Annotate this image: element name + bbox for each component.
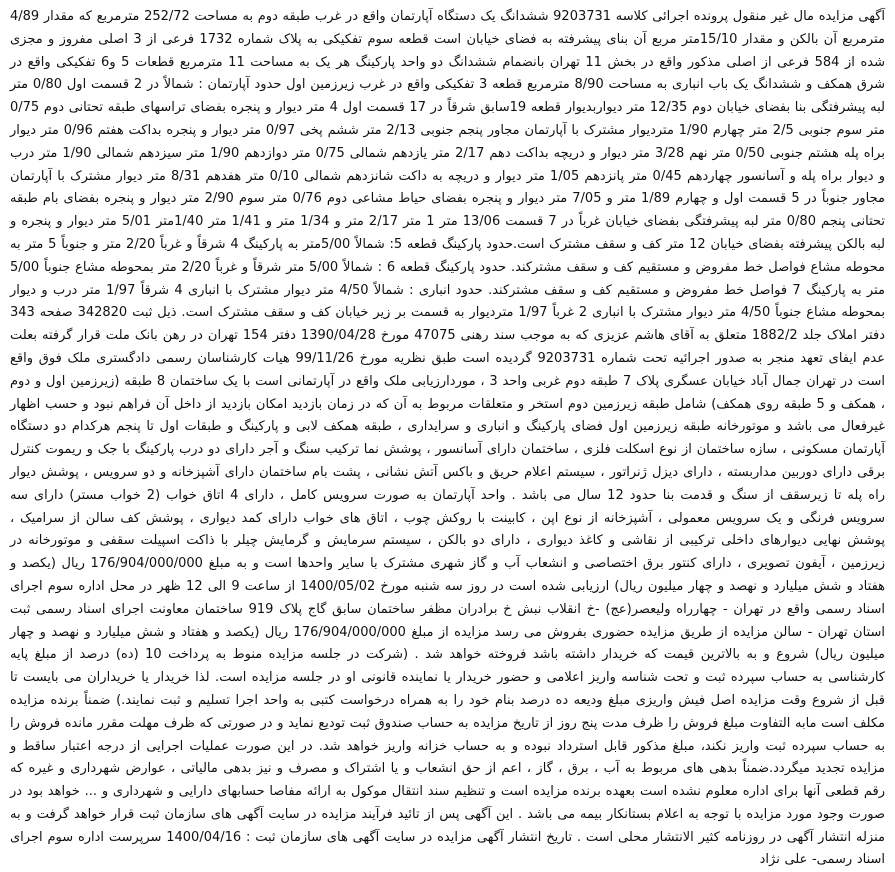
auction-notice-text: آگهی مزایده مال غیر منقول پرونده اجرائی کلاسه 9203731 ششدانگ یک دستگاه آپارتمان واقع در غرب طبقه دوم به مساحت 252/72 مترمربع که مقدار 4/89 مترمربع آن بالکن و مقدار 15/10متر مربع آن بنای پیشرفته به فضای خیابان است قطعه سوم تفکیکی به پلاک شماره 1732 فرعی از 3 اصلی مفروز و مجزی شده از 584 فرعی از اصلی مذکور واقع در بخش 11 تهران بانضمام ششدانگ دو واحد پارکینگ هر یک به مساحت 11 مترمربع قطعات 5 و6 تفکیکی واقع در شرق همکف و ششدانگ یک باب انباری به مساحت 8/90 مترمربع قطعه 3 تفکیکی واقع در غرب زیرزمین اول حدود آپارتمان : شمالاً در 2 قسمت اول 0/80 متر لبه پیشرفتگی بنا بفضای خیابان دوم 12/35 متر دیواربدیوار قطعه 19سابق شرقاً در 17 قسمت اول 4 متر دیوار و پنجره بفضای تراسهای طبقه تحتانی دوم 0/75 متر سوم جنوبی 2/5 متر چهارم 1/90 متردیوار مشترک با آپارتمان مجاور پنجم جنوبی 2/13 متر ششم پخی 0/97 متر دیوار و پنجره بداکت هفتم 0/96 متر دیوار براه پله هشتم جنوبی 0/50 متر نهم 3/28 متر دیوار و دریچه بداکت دهم 2/17 متر یازدهم شمالی 0/75 متر دوازدهم 1/90 متر سیزدهم شمالی 1/90 متر درب و دیوار براه پله و آسانسور چهاردهم 0/45 متر پانزدهم 1/05 متر دیوار و دریچه به داکت شانزدهم شمالی 0/10 متر هفدهم 8/31 متر دیوار مشترک با آپارتمان مجاور جنوباً در 5 قسمت اول و چهارم 1/89 متر و 7/05 متر دیوار و پنجره بفضای حیاط مشاعی دوم 0/76 متر سوم 2/90 متر دیوار و پنجره بفضای بام طبقه تحتانی پنجم 0/80 متر لبه پیشرفتگی بفضای خیابان غرباً در 7 قسمت 13/06 متر 1 متر 2/17 متر و 1/34 متر و 1/41 متر 1/40متر 5/01 متر دیوار و پنجره و لبه بالکن پیشرفته بفضای خیابان 12 متر کف و سقف مشترک است.حدود پارکینگ قطعه 5: شمالاً 5/00متر به پارکینگ 4 شرقاً و غرباً 2/20 متر و جنوباً 5 متر به محوطه مشاع فواصل خط مفروض و مستقیم کف و سقف مشترکند. حدود پارکینگ قطعه 6 : شمالاً 5/00 متر شرقاً و غرباً 2/20 متر بمحوطه مشاع جنوباً 5/00 متر به پارکینگ 7 فواصل خط مفروض و مستقیم کف و سقف مشترکند. حدود انباری : شمالاً 4/50 متر دیوار مشترک با انباری 4 شرقاً 1/97 متر درب و دیوار بمحوطه مشاع جنوباً 4/50 متر دیوار مشترک با انباری 2 غرباً 1/97 متردیوار به قسمت بر زیر خیابان کف و سقف مشترک است. ذیل ثبت 342820 صفحه 343 دفتر املاک جلد 1882/2 متعلق به آقای هاشم عزیزی که به موجب سند رهنی 47075 مورخ 1390/04/28 دفتر 154 تهران در رهن بانک ملت قرار گرفته بعلت عدم ایفای تعهد منجر به صدور اجرائیه تحت شماره 9203731 گردیده است طبق نظریه مورخ 99/11/26 هیات کارشناسان رسمی دادگستری ملک فوق واقع است در تهران جمال آباد خیابان عسگری پلاک 7 طبقه دوم غربی واحد 3 ، موردارزیابی ملک واقع در آپارتمانی است با یک ساختمان 8 طبقه (زیرزمین اول و دوم ، همکف و 5 طبقه روی همکف) شامل طبقه زیرزمین دوم استخر و متعلقات مربوط به آن که در زمان بازدید امکان بازدید از داخل آن فراهم نبود و حسب اظهار غیرفعال می باشد و موتورخانه طبقه زیرزمین اول فضای پارکینگ و انباری و سرایداری ، طبقه همکف لابی و پارکینگ و طبقات اول تا پنجم هرکدام دو دستگاه آپارتمان مسکونی ، سازه ساختمان از نوع اسکلت فلزی ، ساختمان دارای آسانسور ، پوشش نما ترکیب سنگ و آجر دارای دو درب پارکینگ با جک و ریموت کنترل برقی دارای دوربین مداربسته ، دارای دیزل ژنراتور ، سیستم اعلام حریق و باکس آتش نشانی ، پشت بام ساختمان دارای آشپزخانه و دو سرویس ، پوشش دیوار راه پله تا زیرسقف از سنگ و قدمت بنا حدود 12 سال می باشد . واحد آپارتمان به صورت سرویس کامل ، دارای 4 اتاق خواب (2 خواب مستر) دارای سه سرویس فرنگی و یک سرویس معمولی ، آشپزخانه از نوع اپن ، کابینت با روکش چوب ، اتاق های خواب دارای کمد دیواری ، پوشش کف سالن از سرامیک ، پوشش نهایی دیوارهای داخلی ترکیبی از نقاشی و کاغذ دیواری ، دارای دو بالکن ، سیستم سرمایش و گرمایش چیلر با ذاکت اسپیلت سقفی و موتورخانه در زیرزمین ، آیفون تصویری ، دارای کنتور برق اختصاصی و انشعاب آب و گاز شهری مشترک با سایر واحدها است و به مبلغ 176/904/000/000 ریال (یکصد و هفتاد و شش میلیارد و نهصد و چهار میلیون ریال) ارزیابی شده است در روز سه شنبه مورخ 1400/05/02 از ساعت 9 الی 12 ظهر در محل اداره سوم اجرای اسناد رسمی واقع در تهران - چهارراه ولیعصر(عج) -خ انقلاب نبش خ برادران مظفر ساختمان سابق گاج پلاک 919 ساختمان معاونت اجرای اسناد رسمی ثبت استان تهران - سالن مزایده از طریق مزایده حضوری بفروش می رسد مزایده از مبلغ 176/904/000/000 ریال (یکصد و هفتاد و شش میلیارد و نهصد و چهار میلیون ریال) شروع و به بالاترین قیمت که خریدار داشته باشد فروخته خواهد شد . (شرکت در جلسه مزایده منوط به پرداخت 10 (ده) درصد از مبلغ پایه کارشناسی به حساب سپرده ثبت و تحت شناسه واریز اعلامی و حضور خریدار یا نماینده قانونی او در جلسه مزایده است. لذا خریدار یا خریداران می بایست تا قبل از شروع وقت مزایده اصل فیش واریزی مبلغ ودیعه ده درصد بنام خود را به همراه درخواست کتبی به واحد اجرا تسلیم و ثبت نمایند.) ضمناً برنده مزایده مکلف است مابه التفاوت مبلغ فروش را ظرف مدت پنج روز از تاریخ مزایده به حساب صندوق ثبت تودیع نماید و در صورتی که ظرف مهلت مقرر مانده فروش را به حساب سپرده ثبت واریز نکند، مبلغ مذکور قابل استرداد نبوده و به حساب خزانه واریز خواهد شد. در این صورت عملیات اجرایی از درجه اعتبار ساقط و مزایده تجدید میگردد.ضمناً بدهی های مربوط به آب ، برق ، گاز ، اعم از حق انشعاب و یا اشتراک و مصرف و نیز بدهی مالیاتی ، عوارض شهرداری و غیره که رقم قطعی آنها برای اداره معلوم نشده است بعهده برنده مزایده است و تنظیم سند انتقال موکول به ارائه مفاصا حسابهای دارایی و شهرداری و ... خواهد بود در صورت وجود مورد مزایده با توجه به اعلام بستانکار بیمه می باشد . این آگهی پس از تائید فرآیند مزایده در سایت آگهی های سازمان ثبت قرار خواهد گرفت و به منزله انتشار آگهی در روزنامه کثیر الانتشار محلی است . تاریخ انتشار آگهی مزایده در سایت آگهی های سازمان ثبت : 1400/04/16 سرپرست اداره سوم اجرای اسناد رسمی- علی نژاد bbox=[10, 9, 886, 868]
